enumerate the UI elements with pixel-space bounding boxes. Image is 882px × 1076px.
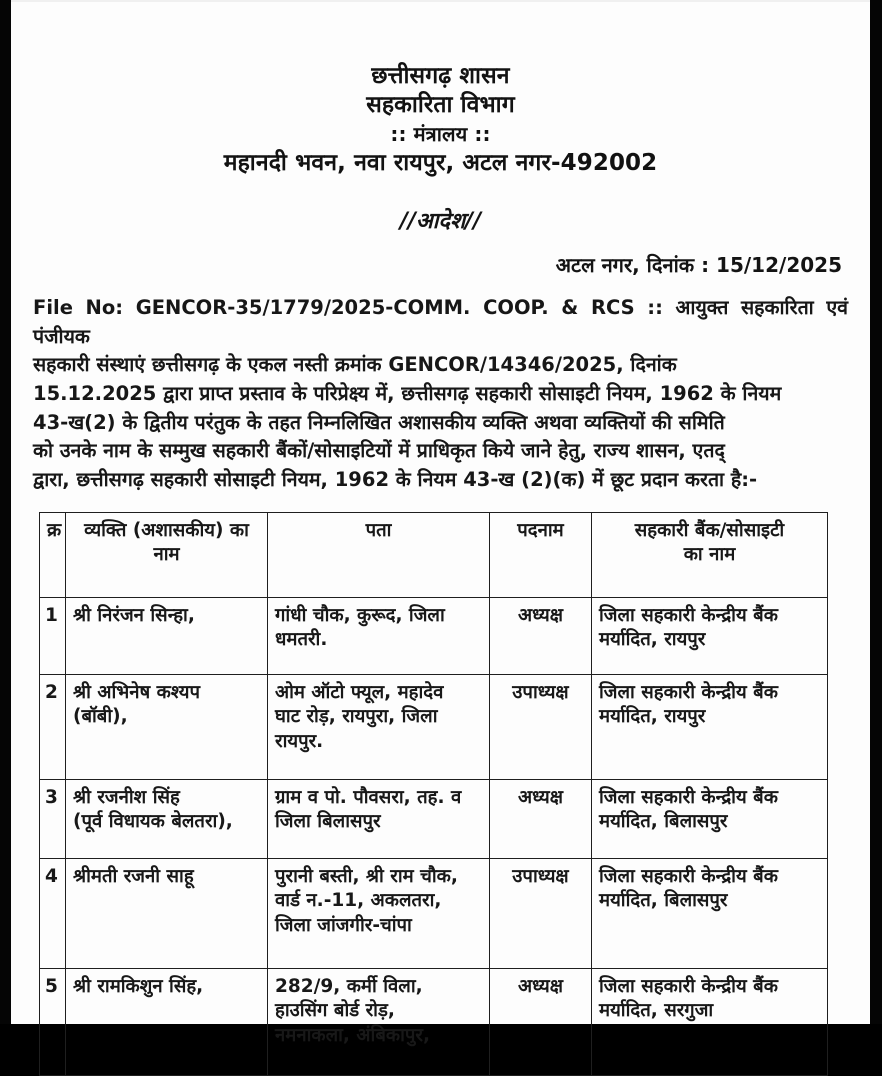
- cell-post: अध्यक्ष: [490, 968, 592, 1075]
- cell-bank-society: [592, 779, 828, 858]
- cell-text-line: रायपुर.: [275, 731, 324, 753]
- cell-text-line: श्री रजनीश सिंह: [73, 786, 180, 808]
- cell-text-line: पुरानी बस्ती, श्री राम चौक,: [275, 865, 458, 887]
- authorization-table-container: [39, 512, 827, 1076]
- cell-text-line: गांधी चौक, कुरूद, जिला: [275, 604, 445, 626]
- cell-text-line: मर्यादित, बिलासपुर: [599, 811, 728, 833]
- cell-serial: 2: [40, 674, 66, 779]
- authorization-table: [39, 512, 828, 1076]
- column-header-bank-society: [592, 512, 828, 597]
- cell-text-line: घाट रोड़, रायपुरा, जिला: [275, 706, 438, 728]
- cell-person-name: [66, 674, 268, 779]
- letterhead-line-government: छत्तीसगढ़ शासन: [371, 63, 510, 89]
- cell-post: उपाध्यक्ष: [490, 674, 592, 779]
- column-header-person-name-line-2: नाम: [153, 544, 180, 566]
- cell-address: [268, 597, 490, 674]
- cell-address: [268, 779, 490, 858]
- cell-person-name: [66, 858, 268, 968]
- cell-text-line: श्री अभिनेष कश्यप: [73, 681, 200, 703]
- cell-address: [268, 674, 490, 779]
- table-header-row: [40, 512, 828, 597]
- cell-text-line: 282/9, कर्मी विला,: [275, 975, 423, 997]
- cell-text-line: जिला सहकारी केन्द्रीय बैंक: [599, 681, 778, 703]
- body-line-5: को उनके नाम के सम्मुख सहकारी बैंकों/सोसाइटियों में प्राधिकृत किये जाने हेतु, राज्य शासन, एतद्: [33, 439, 725, 463]
- column-header-post: पदनाम: [490, 512, 592, 597]
- cell-text-line: जिला सहकारी केन्द्रीय बैंक: [599, 786, 778, 808]
- body-line-2-prefix: सहकारी संस्थाएं छत्तीसगढ़ के एकल नस्ती क्रमांक: [33, 353, 389, 377]
- cell-text-line: हाउसिंग बोर्ड रोड़,: [275, 1000, 395, 1022]
- place-and-date-line: अटल नगर, दिनांक : 15/12/2025: [555, 252, 842, 277]
- cell-address: [268, 968, 490, 1075]
- cell-text-line: धमतरी.: [275, 629, 328, 651]
- cell-serial: 4: [40, 858, 66, 968]
- cell-text-line: मर्यादित, रायपुर: [599, 706, 706, 728]
- cell-text-line: मर्यादित, सरगुजा: [599, 1000, 714, 1022]
- file-reference-number: GENCOR/14346/2025: [388, 353, 617, 377]
- table-row: [40, 597, 828, 674]
- cell-text-line: श्री निरंजन सिन्हा,: [73, 604, 195, 626]
- body-line-3: 15.12.2025 द्वारा प्राप्त प्रस्ताव के परिप्रेक्ष्य में, छत्तीसगढ़ सहकारी सोसाइटी नियम, 1962 के नियम: [33, 381, 782, 405]
- table-row: [40, 968, 828, 1075]
- cell-text-line: मर्यादित, बिलासपुर: [599, 890, 728, 912]
- cell-text-line: नमनाकला, अंबिकापुर,: [275, 1025, 430, 1047]
- cell-serial: 3: [40, 779, 66, 858]
- column-header-serial: क्र: [40, 512, 66, 597]
- body-line-6: द्वारा, छत्तीसगढ़ सहकारी सोसाइटी नियम, 1962 के नियम 43-ख (2)(क) में छूट प्रदान करता है:-: [33, 467, 758, 491]
- cell-bank-society: [592, 597, 828, 674]
- column-header-address: पता: [268, 512, 490, 597]
- scan-left-gutter: [0, 0, 11, 1024]
- cell-text-line: जिला सहकारी केन्द्रीय बैंक: [599, 975, 778, 997]
- document-page: [11, 0, 870, 1047]
- column-header-person-name: [66, 512, 268, 597]
- cell-text-line: जिला सहकारी केन्द्रीय बैंक: [599, 604, 778, 626]
- cell-serial: 1: [40, 597, 66, 674]
- cell-text-line: (बॉबी),: [73, 706, 128, 728]
- body-line-2: [33, 351, 848, 380]
- cell-text-line: वार्ड न.-11, अकलतरा,: [275, 890, 442, 912]
- cell-text-line: जिला सहकारी केन्द्रीय बैंक: [599, 865, 778, 887]
- cell-text-line: श्री रामकिशुन सिंह,: [73, 975, 204, 997]
- table-row: [40, 858, 828, 968]
- cell-bank-society: [592, 674, 828, 779]
- cell-text-line: जिला बिलासपुर: [275, 811, 381, 833]
- cell-post: उपाध्यक्ष: [490, 858, 592, 968]
- body-line-4: 43-ख(2) के द्वितीय परंतुक के तहत निम्नलिखित अशासकीय व्यक्ति अथवा व्यक्तियों की समिति: [33, 410, 725, 434]
- letterhead-line-department: सहकारिता विभाग: [366, 92, 515, 119]
- letterhead-line-ministry: :: मंत्रालय ::: [390, 121, 491, 146]
- table-row: [40, 674, 828, 779]
- scan-right-gutter: [870, 0, 882, 1024]
- cell-person-name: [66, 597, 268, 674]
- order-body-paragraph: [33, 294, 848, 495]
- cell-serial: 5: [40, 968, 66, 1075]
- column-header-bank-society-line-1: सहकारी बैंक/सोसाइटी: [634, 519, 785, 541]
- cell-text-line: श्रीमती रजनी साहू: [73, 865, 194, 887]
- cell-person-name: [66, 968, 268, 1075]
- column-header-person-name-line-1: व्यक्ति (अशासकीय) का: [84, 519, 249, 541]
- body-line-1: File No: GENCOR-35/1779/2025-COMM. COOP. & RCS :: आयुक्त सहकारिता एवं पंजीयक: [33, 295, 848, 348]
- letterhead: [11, 0, 870, 179]
- cell-text-line: ओम ऑटो फ्यूल, महादेव: [275, 681, 444, 703]
- cell-text-line: मर्यादित, रायपुर: [599, 629, 706, 651]
- cell-bank-society: [592, 858, 828, 968]
- cell-text-line: जिला जांजगीर-चांपा: [275, 915, 412, 937]
- cell-post: अध्यक्ष: [490, 779, 592, 858]
- table-row: [40, 779, 828, 858]
- letterhead-line-address: महानदी भवन, नवा रायपुर, अटल नगर-492002: [223, 150, 658, 177]
- cell-address: [268, 858, 490, 968]
- order-heading: //आदेश//: [399, 208, 482, 234]
- cell-person-name: [66, 779, 268, 858]
- body-line-2-suffix: , दिनांक: [616, 353, 677, 377]
- cell-text-line: (पूर्व विधायक बेलतरा),: [73, 811, 233, 833]
- cell-post: अध्यक्ष: [490, 597, 592, 674]
- cell-text-line: ग्राम व पो. पौवसरा, तह. व: [275, 786, 462, 808]
- cell-bank-society: [592, 968, 828, 1075]
- column-header-bank-society-line-2: का नाम: [683, 544, 736, 566]
- authorization-table-body: [40, 597, 828, 1075]
